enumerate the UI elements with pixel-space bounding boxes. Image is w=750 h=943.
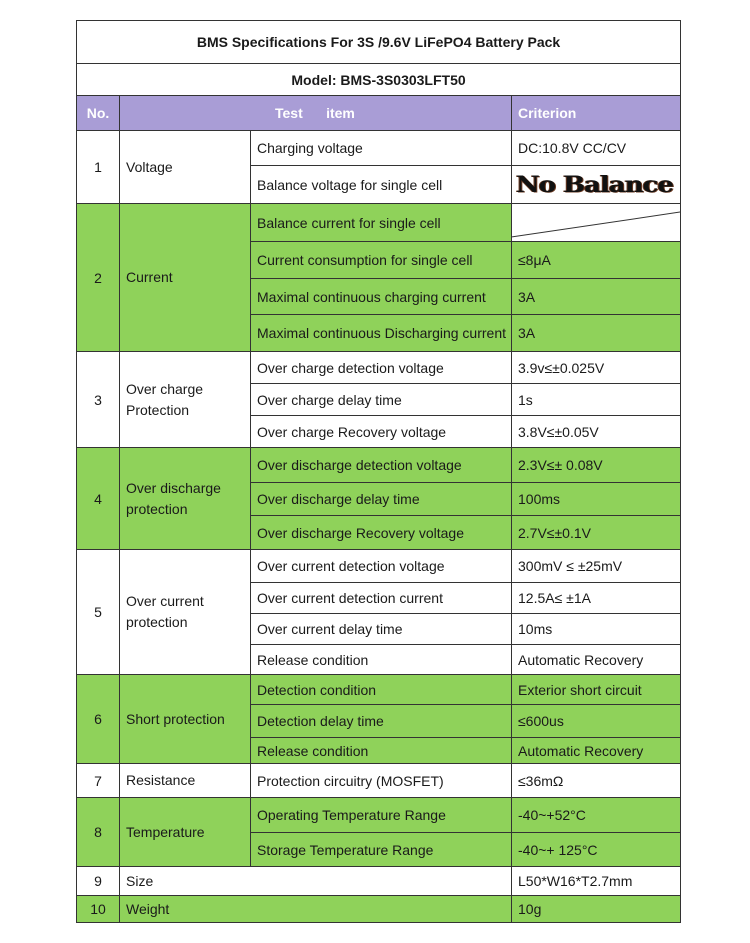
item-number: 3 [77, 352, 120, 448]
test-item: Over discharge Recovery voltage [251, 516, 512, 550]
criterion-value: 10g [512, 896, 681, 923]
item-category: Weight [120, 896, 512, 923]
table-row [77, 204, 681, 242]
table-row [77, 448, 681, 483]
test-item: Over current detection current [251, 583, 512, 614]
test-item: Detection delay time [251, 705, 512, 738]
criterion-value: Exterior short circuit [512, 675, 681, 705]
criterion-value: Automatic Recovery [512, 645, 681, 675]
criterion-value: 3.8V≤±0.05V [512, 416, 681, 448]
spec-table [76, 20, 681, 923]
criterion-value: ≤36mΩ [512, 764, 681, 798]
item-number: 9 [77, 867, 120, 896]
criterion-value: -40~+ 125°C [512, 833, 681, 867]
criterion-value: 10ms [512, 614, 681, 645]
test-item: Over discharge detection voltage [251, 448, 512, 483]
test-item: Maximal continuous Discharging current [251, 315, 512, 352]
criterion-value [512, 166, 681, 204]
item-number: 6 [77, 675, 120, 764]
test-item: Protection circuitry (MOSFET) [251, 764, 512, 798]
header-criterion: Criterion [512, 96, 681, 131]
test-item: Maximal continuous charging current [251, 279, 512, 315]
criterion-value: 3.9v≤±0.025V [512, 352, 681, 384]
title-row [77, 21, 681, 64]
table-row [77, 896, 681, 923]
item-category: Size [120, 867, 512, 896]
test-item: Over current delay time [251, 614, 512, 645]
test-item: Balance current for single cell [251, 204, 512, 242]
table-row [77, 550, 681, 583]
item-category: Over charge Protection [120, 352, 251, 448]
document-title: BMS Specifications For 3S /9.6V LiFePO4 Battery Pack [77, 21, 681, 64]
item-category: Over discharge protection [120, 448, 251, 550]
item-category: Short protection [120, 675, 251, 764]
test-item: Over charge detection voltage [251, 352, 512, 384]
test-item: Release condition [251, 738, 512, 764]
criterion-value: -40~+52°C [512, 798, 681, 833]
criterion-value: 12.5A≤ ±1A [512, 583, 681, 614]
test-item: Release condition [251, 645, 512, 675]
header-no: No. [77, 96, 120, 131]
header-test-item: Test item [120, 96, 512, 131]
test-item: Current consumption for single cell [251, 242, 512, 279]
no-balance-stamp: No Balance [516, 171, 673, 198]
criterion-value: 300mV ≤ ±25mV [512, 550, 681, 583]
item-category: Over current protection [120, 550, 251, 675]
test-item: Charging voltage [251, 131, 512, 166]
criterion-value: 3A [512, 279, 681, 315]
table-row [77, 798, 681, 833]
test-item: Operating Temperature Range [251, 798, 512, 833]
item-number: 5 [77, 550, 120, 675]
item-number: 1 [77, 131, 120, 204]
table-row [77, 764, 681, 798]
criterion-value: ≤600us [512, 705, 681, 738]
table-row [77, 675, 681, 705]
header-row [77, 96, 681, 131]
test-item: Detection condition [251, 675, 512, 705]
test-item: Over discharge delay time [251, 483, 512, 516]
criterion-value: 100ms [512, 483, 681, 516]
table-row [77, 131, 681, 166]
model-label: Model: BMS-3S0303LFT50 [77, 64, 681, 96]
test-item: Balance voltage for single cell [251, 166, 512, 204]
test-item: Over charge Recovery voltage [251, 416, 512, 448]
spec-table-body [77, 21, 681, 923]
criterion-value: DC:10.8V CC/CV [512, 131, 681, 166]
item-category: Voltage [120, 131, 251, 204]
item-number: 8 [77, 798, 120, 867]
test-item: Over current detection voltage [251, 550, 512, 583]
item-number: 7 [77, 764, 120, 798]
item-category: Temperature [120, 798, 251, 867]
criterion-value [512, 204, 681, 242]
criterion-value: L50*W16*T2.7mm [512, 867, 681, 896]
item-number: 4 [77, 448, 120, 550]
criterion-value: 1s [512, 384, 681, 416]
test-item: Over charge delay time [251, 384, 512, 416]
criterion-value: ≤8μA [512, 242, 681, 279]
table-row [77, 867, 681, 896]
item-number: 2 [77, 204, 120, 352]
criterion-value: 2.3V≤± 0.08V [512, 448, 681, 483]
criterion-value: 3A [512, 315, 681, 352]
table-row [77, 352, 681, 384]
not-applicable-slash [512, 204, 680, 238]
test-item: Storage Temperature Range [251, 833, 512, 867]
criterion-value: Automatic Recovery [512, 738, 681, 764]
criterion-value: 2.7V≤±0.1V [512, 516, 681, 550]
item-category: Resistance [120, 764, 251, 798]
item-category: Current [120, 204, 251, 352]
item-number: 10 [77, 896, 120, 923]
model-row [77, 64, 681, 96]
